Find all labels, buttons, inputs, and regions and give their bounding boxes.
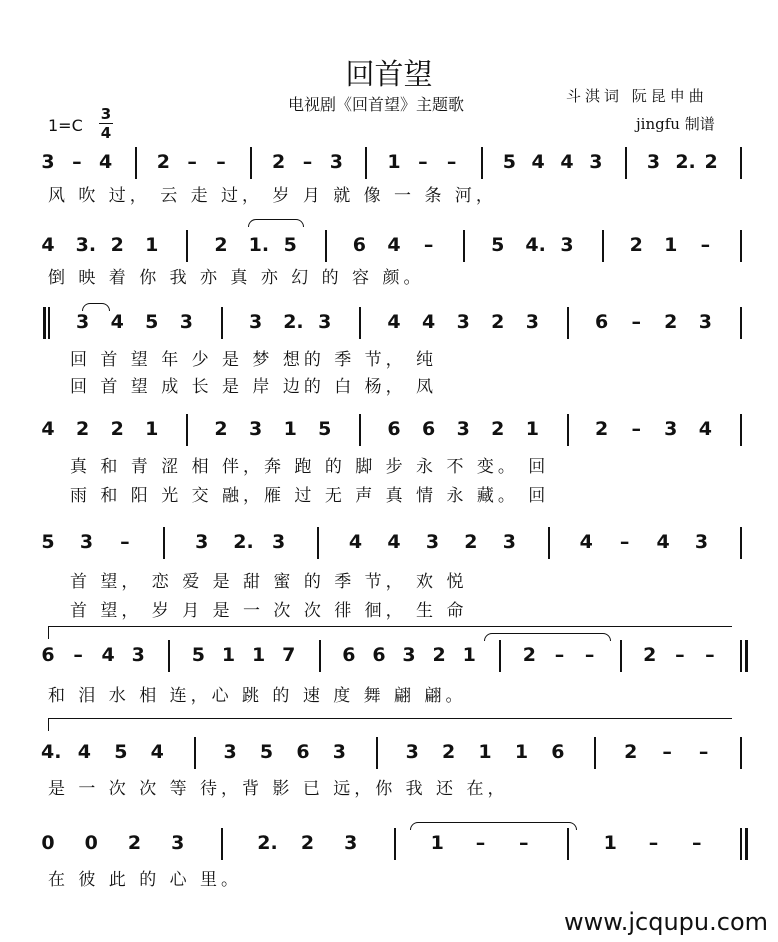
note: – (72, 151, 82, 173)
notation-line (0, 412, 778, 452)
barline (135, 147, 137, 179)
note: 4 (579, 531, 593, 553)
barline (567, 307, 569, 339)
barline (740, 527, 742, 559)
barline (194, 737, 196, 769)
note: 2 (156, 151, 170, 173)
note: – (423, 234, 434, 256)
lyric-line: 风 吹 过， 云 走 过， 岁 月 就 像 一 条 河， (48, 186, 497, 206)
note: 6 (352, 234, 366, 256)
note: – (705, 644, 715, 666)
note: 1 (478, 741, 492, 763)
note: 3 (75, 311, 90, 333)
note: 4 (531, 151, 545, 173)
note: 3 (694, 531, 709, 553)
note: 2 (214, 234, 228, 256)
note: 4. (525, 234, 546, 256)
note: 2. (675, 151, 696, 173)
notation-line (0, 525, 778, 565)
note: 4 (698, 418, 712, 440)
barline (319, 640, 321, 672)
note: 5 (491, 234, 505, 256)
note: 2 (491, 311, 505, 333)
lyric-line: 倒 映 着 你 我 亦 真 亦 幻 的 容 颜。 (48, 268, 425, 288)
note: 2 (594, 418, 609, 440)
note: 6 (551, 741, 565, 763)
barline (325, 230, 327, 262)
barline (625, 147, 627, 179)
note: 2. (283, 311, 304, 333)
note: 6 (421, 418, 436, 440)
watermark: www.jcqupu.com (564, 908, 768, 936)
note: 3 (344, 832, 358, 854)
first-ending-bracket (48, 626, 732, 639)
note: 4 (656, 531, 670, 553)
notation-line (0, 145, 778, 185)
note: 4 (41, 234, 55, 256)
note: 5 (114, 741, 128, 763)
note: – (648, 832, 659, 854)
slur (82, 303, 110, 311)
note: 4 (41, 418, 55, 440)
note: 2 (664, 311, 678, 333)
note: 3 (223, 741, 237, 763)
barline (602, 230, 604, 262)
barline (740, 414, 742, 446)
note: 3 (698, 311, 712, 333)
note: 1 (283, 418, 297, 440)
barline (740, 737, 742, 769)
barline (740, 640, 742, 672)
note: 3 (179, 311, 193, 333)
lyric-line: 雨 和 阳 光 交 融，雁 过 无 声 真 情 永 藏。 回 (70, 486, 550, 506)
note: 4 (99, 151, 113, 173)
barline (548, 527, 550, 559)
note: 5 (502, 151, 516, 173)
note: 2 (432, 644, 446, 666)
note: 6 (342, 644, 356, 666)
barline (359, 307, 361, 339)
note: – (418, 151, 428, 173)
note: 4 (387, 234, 401, 256)
note: 1 (603, 832, 617, 854)
note: 4 (387, 311, 401, 333)
barline (365, 147, 367, 179)
note: – (519, 832, 529, 854)
note: 4 (77, 741, 92, 763)
barline (740, 230, 742, 262)
note: 3. (75, 234, 97, 256)
second-ending-bracket (48, 718, 732, 731)
barline (740, 147, 742, 179)
barline (745, 828, 748, 860)
lyric-line: 在 彼 此 的 心 里。 (48, 870, 243, 890)
note: 3 (646, 151, 661, 173)
note: 5 (318, 418, 332, 440)
note: 2 (214, 418, 228, 440)
note: 6 (41, 644, 55, 666)
note: 1 (387, 151, 401, 173)
note: 4 (387, 531, 401, 553)
notation-line (0, 735, 778, 775)
note: – (584, 644, 595, 666)
notation-line (0, 228, 778, 268)
slur (484, 633, 611, 641)
note: – (187, 151, 197, 173)
lyric-line: 首 望， 岁 月 是 一 次 次 徘 徊， 生 命 (70, 601, 468, 621)
note: – (631, 311, 641, 333)
note: 3 (248, 311, 263, 333)
note: 3 (664, 418, 678, 440)
note: 2. (233, 531, 254, 553)
note: 1 (525, 418, 539, 440)
note: 2 (522, 644, 536, 666)
note: – (302, 151, 313, 173)
key-signature: 1=C (48, 116, 83, 135)
note: 3 (171, 832, 185, 854)
note: 2 (110, 418, 124, 440)
note: 2 (75, 418, 90, 440)
note: 3 (272, 531, 286, 553)
barline (186, 414, 188, 446)
note: 3 (456, 418, 470, 440)
barline (463, 230, 465, 262)
barline (594, 737, 596, 769)
note: 3 (195, 531, 209, 553)
note: 3 (402, 644, 416, 666)
barline (394, 828, 396, 860)
note: 3 (131, 644, 145, 666)
note: 1 (664, 234, 678, 256)
lyric-line: 和 泪 水 相 连，心 跳 的 速 度 舞 翩 翩。 (48, 686, 467, 706)
note: 3 (79, 531, 94, 553)
note: 5 (191, 644, 206, 666)
note: – (692, 832, 702, 854)
note: 5 (259, 741, 274, 763)
note: – (700, 234, 711, 256)
lyric-line: 回 首 望 成 长 是 岸 边的 白 杨， 凤 (70, 377, 438, 397)
note: 6 (372, 644, 386, 666)
note: 1 (462, 644, 476, 666)
note: – (216, 151, 226, 173)
barline (186, 230, 188, 262)
barline (376, 737, 378, 769)
note: 5 (145, 311, 159, 333)
note: – (73, 644, 83, 666)
note: 2 (272, 151, 286, 173)
barline (620, 640, 622, 672)
barline (221, 307, 223, 339)
note: 7 (282, 644, 296, 666)
note: 1 (251, 644, 266, 666)
time-signature (99, 106, 113, 141)
note: 3 (248, 418, 263, 440)
note: 2 (629, 234, 643, 256)
note: 3 (456, 311, 470, 333)
note: 2 (442, 741, 456, 763)
note: – (631, 418, 641, 440)
note: 6 (594, 311, 609, 333)
note: 2 (300, 832, 315, 854)
barline (221, 828, 223, 860)
note: – (475, 832, 486, 854)
note: 0 (41, 832, 55, 854)
time-signature-numerator: 3 (100, 105, 112, 123)
barline (43, 307, 46, 339)
barline (740, 307, 742, 339)
note: – (446, 151, 457, 173)
note: 4. (41, 741, 62, 763)
note: 4 (421, 311, 436, 333)
note: 3 (329, 151, 343, 173)
notation-line (0, 638, 778, 678)
note: 3 (525, 311, 539, 333)
song-title: 回首望 (345, 57, 433, 91)
barline (745, 640, 748, 672)
note: 2 (643, 644, 657, 666)
barline (168, 640, 170, 672)
notation-line (0, 826, 778, 866)
note: 1 (514, 741, 529, 763)
note: 5 (41, 531, 55, 553)
barline (317, 527, 319, 559)
note: 3 (589, 151, 603, 173)
note: 3 (405, 741, 419, 763)
note: 1 (430, 832, 444, 854)
note: 5 (283, 234, 297, 256)
note: – (675, 644, 685, 666)
note: 4 (110, 311, 124, 333)
note: 1. (248, 234, 270, 256)
note: 2 (704, 151, 718, 173)
note: 0 (84, 832, 98, 854)
barline (163, 527, 165, 559)
note: 1 (145, 234, 159, 256)
song-subtitle: 电视剧《回首望》主题歌 (288, 95, 465, 114)
time-signature-denominator: 4 (100, 124, 112, 142)
note: 3 (425, 531, 440, 553)
lyric-line: 是 一 次 次 等 待，背 影 已 远，你 我 还 在， (48, 779, 509, 799)
note: – (698, 741, 709, 763)
slur (410, 822, 577, 830)
note: – (662, 741, 672, 763)
note: – (554, 644, 565, 666)
note: 3 (332, 741, 346, 763)
note: – (120, 531, 130, 553)
note: 2. (257, 832, 278, 854)
note: – (619, 531, 630, 553)
note: 3 (560, 234, 574, 256)
note: 2 (127, 832, 142, 854)
barline (250, 147, 252, 179)
lyric-line: 真 和 青 涩 相 伴，奔 跑 的 脚 步 永 不 变。 回 (70, 457, 550, 477)
note: 4 (101, 644, 115, 666)
barline (48, 307, 50, 339)
note: 4 (150, 741, 164, 763)
note: 2 (491, 418, 505, 440)
note: 6 (296, 741, 310, 763)
note: 4 (348, 531, 363, 553)
barline (567, 828, 569, 860)
note: 2 (110, 234, 124, 256)
note: 2 (464, 531, 478, 553)
barline (499, 640, 501, 672)
note: 3 (318, 311, 332, 333)
note: 4 (560, 151, 574, 173)
barline (740, 828, 742, 860)
barline (567, 414, 569, 446)
note: 1 (221, 644, 236, 666)
song-credits: 斗淇词 阮昆申曲 (566, 87, 708, 105)
barline (481, 147, 483, 179)
slur (248, 219, 304, 227)
barline (359, 414, 361, 446)
lyric-line: 回 首 望 年 少 是 梦 想的 季 节， 纯 (70, 350, 438, 370)
song-arranger: jingfu 制谱 (636, 115, 715, 133)
note: 2 (624, 741, 638, 763)
note: 1 (145, 418, 159, 440)
note: 3 (41, 151, 55, 173)
note: 6 (387, 418, 401, 440)
notation-line (0, 305, 778, 345)
note: 3 (502, 531, 516, 553)
lyric-line: 首 望， 恋 爱 是 甜 蜜 的 季 节， 欢 悦 (70, 572, 468, 592)
